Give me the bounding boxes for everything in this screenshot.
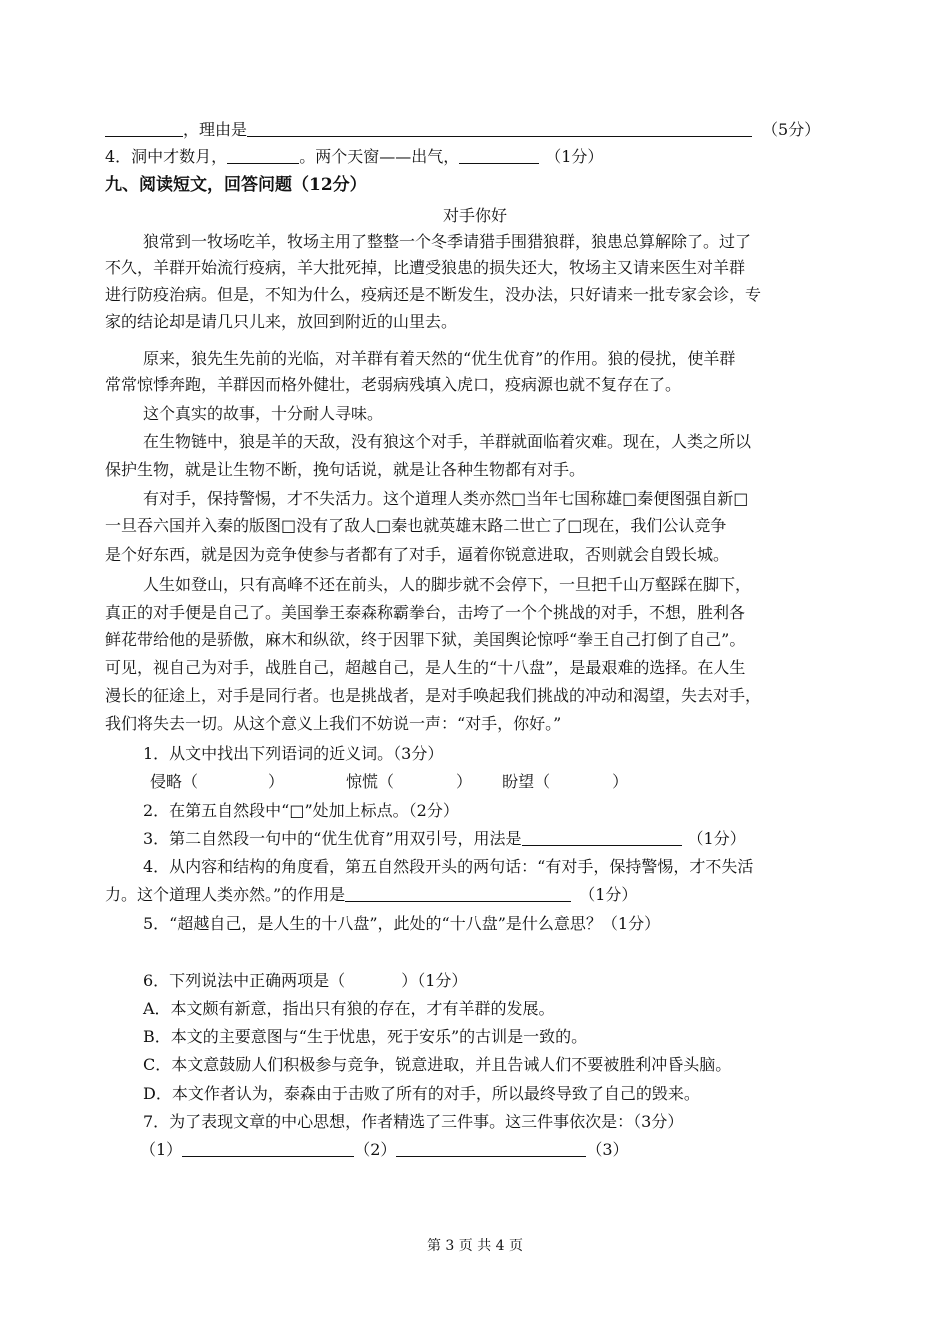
question-1: 1．从文中找出下列语词的近义词。（3分） [143, 744, 444, 763]
article-line: 在生物链中，狼是羊的天敌，没有狼这个对手，羊群就面临着灾难。现在，人类之所以 [143, 432, 752, 451]
answer-blank [459, 147, 539, 164]
q6-option-b: B．本文的主要意图与“生于忧患，死于安乐”的古训是一致的。 [143, 1027, 588, 1046]
q8-line2-score: （1分） [545, 147, 604, 166]
article-line: 真正的对手便是自己了。美国拳王泰森称霸拳台，击垮了一个个挑战的对手，不想，胜利各 [105, 603, 746, 622]
q1-words [150, 770, 628, 794]
answer-blank [247, 120, 752, 137]
answer-blank [396, 1140, 586, 1157]
q4-text: 力。这个道理人类亦然。”的作用是 [105, 885, 346, 904]
article-line: 有对手，保持警惕，才不失活力。这个道理人类亦然□当年七国称雄□秦便图强自新□ [143, 489, 749, 508]
article-line: 保护生物，就是让生物不断，挽句话说，就是让各种生物都有对手。 [105, 460, 586, 479]
article-line: 漫长的征途上，对手是同行者。也是挑战者，是对手唤起我们挑战的冲动和渴望，失去对手， [105, 686, 762, 705]
q1-close: ） [456, 772, 473, 791]
answer-blank [345, 885, 571, 902]
q8-reason-label: ，理由是 [183, 120, 248, 139]
q3-score: （1分） [687, 829, 746, 848]
article-line: 不久，羊群开始流行疫病，羊大批死掉，比遭受狼患的损失还大，牧场主又请来医生对羊群 [105, 258, 746, 277]
answer-blank [182, 1140, 354, 1157]
q1-close: ） [612, 772, 629, 791]
page-footer: 第 3 页 共 4 页 [426, 1238, 524, 1254]
article-line: 人生如登山，只有高峰不还在前头，人的脚步就不会停下，一旦把千山万壑踩在脚下， [143, 575, 752, 594]
q6-option-a: A．本文颇有新意，指出只有狼的存在，才有羊群的发展。 [143, 999, 555, 1018]
q6-text: 6．下列说法中正确两项是（ [143, 971, 346, 990]
article-line: 常常惊悸奔跑，羊群因而格外健壮，老弱病残填入虎口，疫病源也就不复存在了。 [105, 375, 682, 394]
q1-close: ） [268, 772, 285, 791]
article-line: 鲜花带给他的是骄傲，麻木和纵欲，终于因罪下狱，美国舆论惊呼“拳王自己打倒了自己”。 [105, 630, 746, 649]
q8-line1 [105, 118, 820, 142]
q7-blank-label: （1） [140, 1140, 183, 1159]
article-line: 进行防疫治病。但是，不知为什么，疫病还是不断发生，没办法，只好请来一批专家会诊，专 [105, 285, 762, 304]
article-line: 狼常到一牧场吃羊，牧场主用了整整一个冬季请猎手围猎狼群，狼患总算解除了。过了 [143, 232, 752, 251]
answer-blank [227, 147, 299, 164]
question-4-line1: 4．从内容和结构的角度看，第五自然段开头的两句话：“有对手，保持警惕，才不失活 [143, 857, 754, 876]
section-heading: 九、阅读短文，回答问题（12分） [105, 175, 367, 195]
q7-blank-label: （2） [354, 1140, 397, 1159]
question-6 [143, 969, 467, 993]
q6-option-c: C．本文意鼓励人们积极参与竞争，锐意进取，并且告诫人们不要被胜利冲昏头脑。 [143, 1055, 732, 1074]
q7-blank-label: （3） [586, 1140, 629, 1159]
question-3 [143, 827, 746, 851]
answer-blank [105, 120, 183, 137]
q6-option-d: D．本文作者认为，泰森由于击败了所有的对手，所以最终导致了自己的毁来。 [143, 1084, 700, 1103]
article-line: 原来，狼先生先前的光临，对羊群有着天然的“优生优育”的作用。狼的侵扰，使羊群 [143, 349, 736, 368]
question-5: 5．“超越自己，是人生的十八盘”，此处的“十八盘”是什么意思？（1分） [143, 914, 661, 933]
answer-blank [522, 829, 682, 846]
article-title: 对手你好 [442, 206, 507, 225]
article-line: 可见，视自己为对手，战胜自己，超越自己，是人生的“十八盘”，是最艰难的选择。在人生 [105, 658, 746, 677]
q3-text: 3．第二自然段一句中的“优生优育”用双引号，用法是 [143, 829, 522, 848]
q8-line2-text-a: 4．洞中才数月， [105, 147, 228, 166]
q8-score: （5分） [762, 120, 821, 139]
article-line: 我们将失去一切。从这个意义上我们不妨说一声：“对手，你好。” [105, 714, 562, 733]
question-4-line2 [105, 883, 637, 907]
q8-line2-text-b: 。两个天窗——出气， [299, 147, 460, 166]
article-line: 家的结论却是请几只儿来，放回到附近的山里去。 [105, 312, 458, 331]
q1-word: 侵略（ [150, 772, 199, 791]
q1-word: 惊慌（ [346, 772, 395, 791]
q8-line2 [105, 145, 603, 169]
question-7: 7．为了表现文章的中心思想，作者精选了三件事。这三件事依次是：（3分） [143, 1112, 684, 1131]
q6-score: ）（1分） [401, 971, 468, 990]
question-2: 2．在第五自然段中“□”处加上标点。（2分） [143, 801, 459, 820]
article-line: 这个真实的故事，十分耐人寻味。 [143, 404, 384, 423]
q7-blanks [140, 1138, 629, 1162]
q4-score: （1分） [579, 885, 638, 904]
article-line: 一旦吞六国并入秦的版图□没有了敌人□秦也就英雄末路二世亡了□现在，我们公认竞争 [105, 516, 727, 535]
article-line: 是个好东西，就是因为竞争使参与者都有了对手，逼着你锐意进取，否则就会自毁长城。 [105, 545, 730, 564]
q1-word: 盼望（ [502, 772, 551, 791]
